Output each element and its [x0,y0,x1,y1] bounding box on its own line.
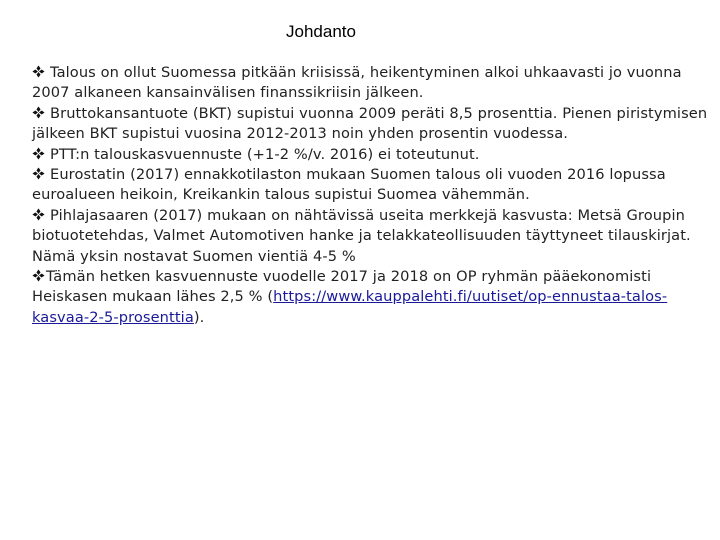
bullet-item [32,145,718,165]
diamond-bullet-icon [32,65,45,78]
bullet-text: Eurostatin (2017) ennakkotilaston mukaan Suomen talous oli vuoden 2016 lopussa euroalueen heikoin, Kreikankin talous supistui Suomea vähemmän. [32,166,666,204]
bullet-text: Pihlajasaaren (2017) mukaan on nähtävissä useita merkkejä kasvusta: Metsä Groupin biotuotetehdas, Valmet Automotiven hanke ja telakkateollisuuden täyttyneet tilauskirjat. Nämä yksin nostavat Suomen vientiä 4-5 % [32,206,691,265]
bullet-item [32,104,718,145]
bullet-item [32,165,718,206]
diamond-bullet-icon [32,269,45,282]
bullet-text: Bruttokansantuote (BKT) supistui vuonna 2009 peräti 8,5 prosenttia. Pienen piristymisen jälkeen BKT supistui vuosina 2012-2013 noin yhden prosentin vuodessa. [32,104,708,143]
bullet-item [32,206,718,267]
bullet-text-suffix: ). [193,308,205,326]
bullet-item [32,267,718,328]
bullet-list [32,63,718,328]
bullet-text: PTT:n talouskasvuennuste (+1-2 %/v. 2016) ei toteutunut. [50,145,480,163]
slide-title: Johdanto [286,22,356,41]
diamond-bullet-icon [32,147,45,160]
source-link[interactable]: https://www.kauppalehti.fi/uutiset/op-ennustaa-talos-kasvaa-2-5-prosenttia [32,288,668,326]
diamond-bullet-icon [32,167,45,180]
diamond-bullet-icon [32,106,45,119]
bullet-text: Talous on ollut Suomessa pitkään kriisissä, heikentyminen alkoi uhkaavasti jo vuonna 2007 alkaneen kansainvälisen finanssikriisin jälkeen. [32,64,682,102]
bullet-text: Tämän hetken kasvuennuste vuodelle 2017 ja 2018 on OP ryhmän pääekonomisti Heiskasen mukaan lähes 2,5 % ( [32,268,652,306]
bullet-item [32,63,718,104]
diamond-bullet-icon [32,208,45,221]
